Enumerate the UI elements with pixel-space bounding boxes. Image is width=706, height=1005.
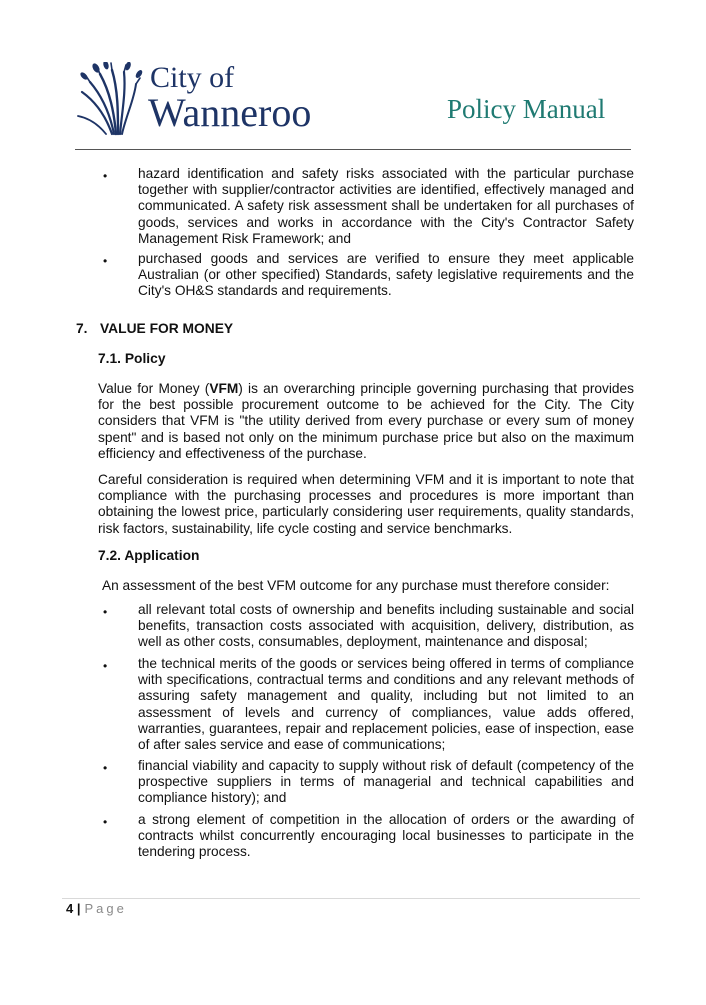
section-7-number: 7. [76,321,88,336]
page-number: 4 [66,901,74,916]
section-7-heading [76,321,233,336]
bullet-icon: • [103,169,108,183]
application-bullet-3: financial viability and capacity to supply without risk of default (competency of the prospective suppliers in terms of managerial and technical capabilities and compliance history); and [138,758,634,806]
section-7-1-heading: 7.1. Policy [98,351,166,366]
application-bullet-2: the technical merits of the goods or services being offered in terms of compliance with specifications, contractual terms and conditions and any relevant methods of assuring safety management and quality, including but not limited to an assessment of levels and currency of compliances, value adds offered, warranties, guarantees, repair and replacement policies, ease of inspection, ease of after sales service and ease of communications; [138,656,634,753]
footer-divider [62,898,640,899]
section-7-2-heading: 7.2. Application [98,548,200,563]
page-header [0,0,706,152]
vfm-acronym: VFM [209,381,239,396]
vfm-para-post: ) is an overarching principle governing purchasing that provides for the best possible procurement outcome to be achieved for the City. The City considers that VFM is "the utility derived from every purchase or every sum of money spent" and is based not only on the minimum purchase price but also on the maximum efficiency and effectiveness of the purchase. [98,381,634,461]
intro-bullet-1: hazard identification and safety risks associated with the particular purchase together with supplier/contractor activities are identified, effectively managed and communicated. A safety risk assessment shall be undertaken for all purchases of goods, services and works in accordance with the City's Contractor Safety Management Risk Framework; and [138,166,634,246]
application-intro: An assessment of the best VFM outcome for any purchase must therefore consider: [102,578,610,593]
bullet-icon: • [103,815,108,829]
bullet-icon: • [103,761,108,775]
page-footer [66,901,127,916]
bullet-icon: • [103,659,108,673]
vfm-consideration-paragraph: Careful consideration is required when determining VFM and it is important to note that compliance with the purchasing processes and procedures is more important than obtaining the lowest price, particularly considering user requirements, quality standards, risk factors, sustainability, life cycle costing and service benchmarks. [98,472,634,536]
logo-text-wanneroo: Wanneroo [148,90,312,135]
page-separator: | [76,901,81,916]
logo-text-city-of: City of [150,61,235,94]
bullet-icon: • [103,605,108,619]
bullet-icon: • [103,254,108,268]
application-bullet-1: all relevant total costs of ownership and benefits including sustainable and social benefits, transaction costs associated with acquisition, delivery, distribution, as well as other costs, consumables, deployment, maintenance and disposal; [138,602,634,650]
section-7-title: VALUE FOR MONEY [100,321,234,336]
vfm-definition-paragraph [98,381,634,462]
vfm-para-pre: Value for Money ( [98,381,210,396]
document-title: Policy Manual [447,94,606,124]
application-bullet-4: a strong element of competition in the allocation of orders or the awarding of contracts whilst concurrently encouraging local businesses to participate in the tendering process. [138,812,634,860]
page-label: Page [84,901,127,916]
header-divider [75,149,631,150]
intro-bullet-2: purchased goods and services are verified to ensure they meet applicable Australian (or other specified) Standards, safety legislative requirements and the City's OH&S standards and requirements. [138,251,634,299]
